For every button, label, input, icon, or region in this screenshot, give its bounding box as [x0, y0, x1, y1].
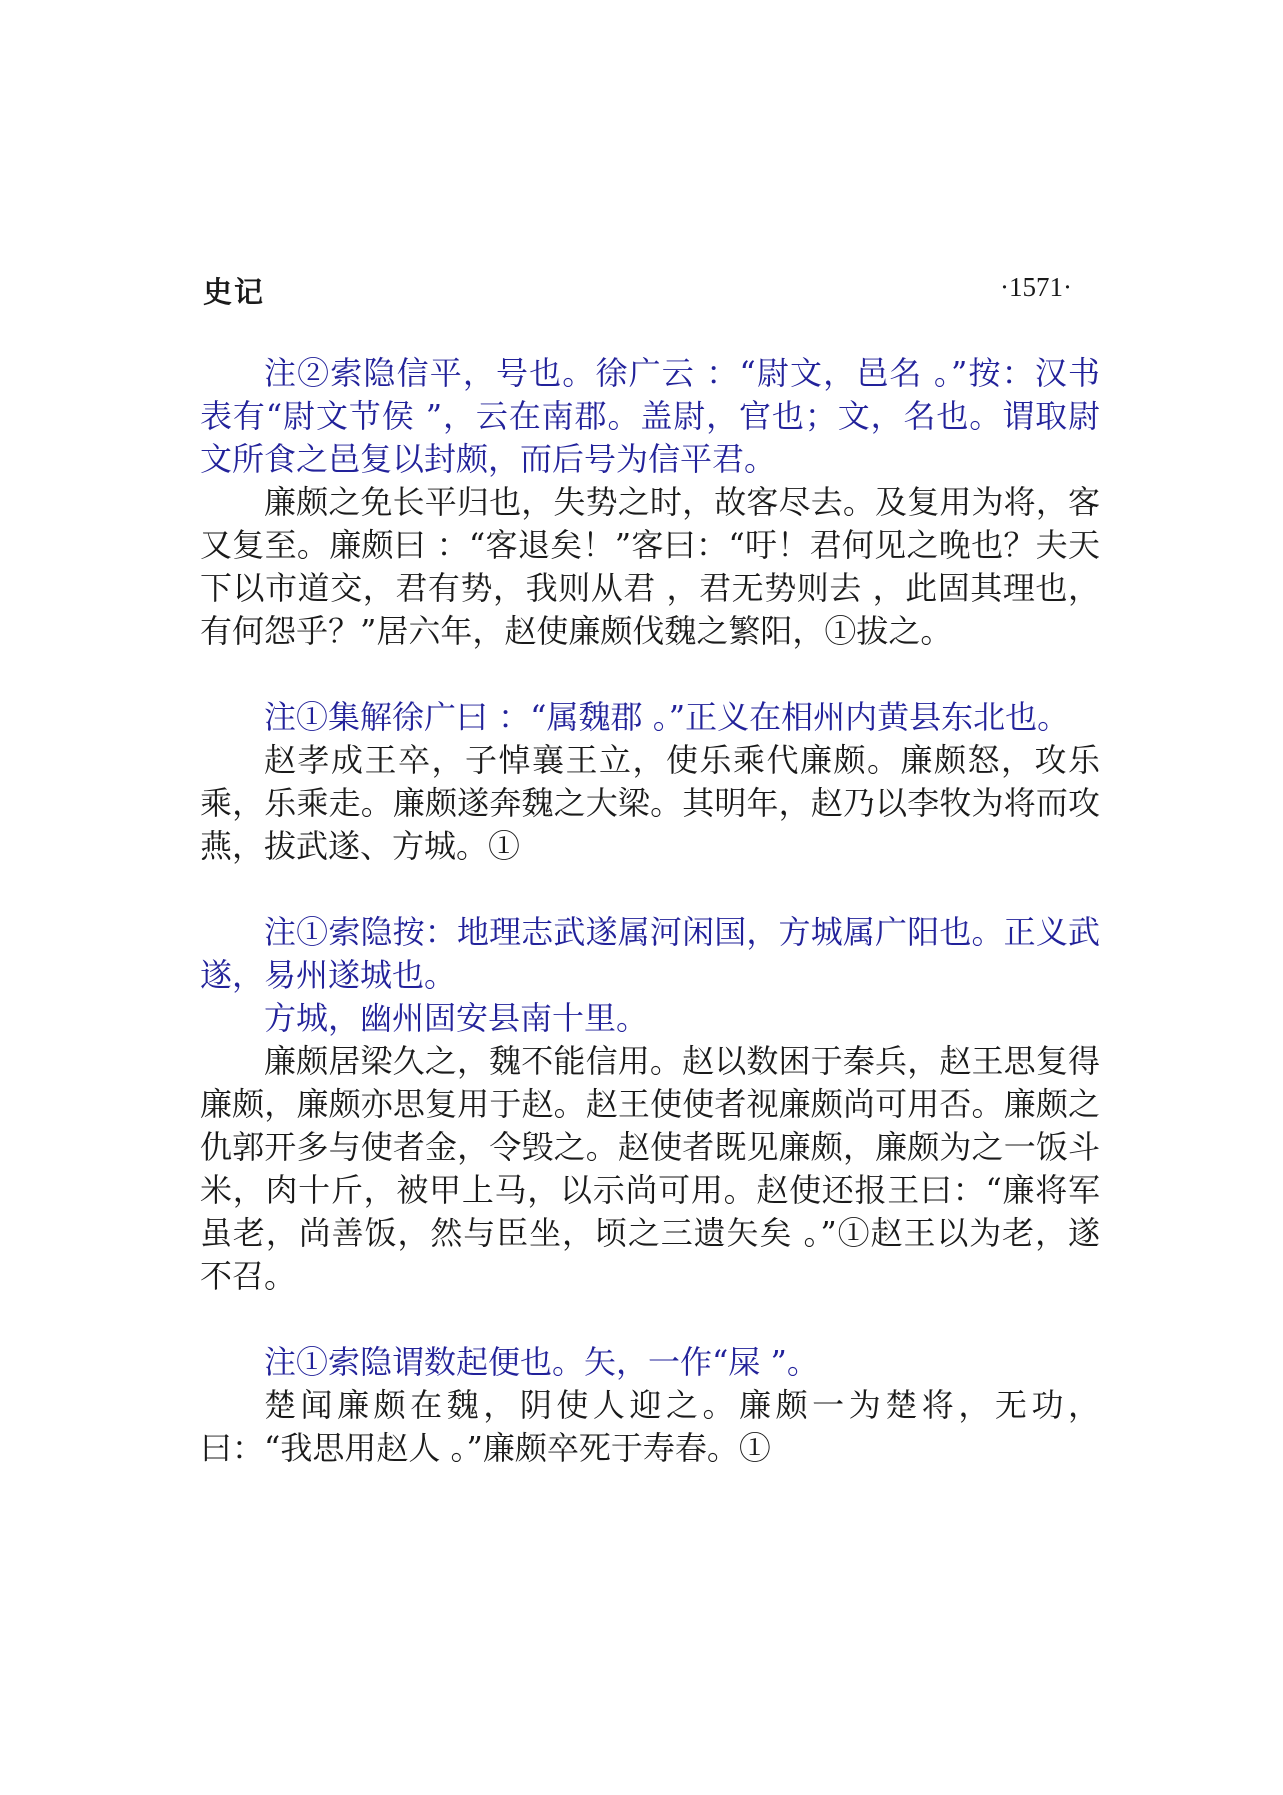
- text-paragraph: 赵孝成王卒，子悼襄王立，使乐乘代廉颇。廉颇怒，攻乐乘，乐乘走。廉颇遂奔魏之大梁。其明年，赵乃以李牧为将而攻燕，拔武遂、方城。①: [200, 741, 1100, 865]
- page-number: ·1571·: [1000, 272, 1072, 302]
- text-paragraph: 廉颇之免长平归也，失势之时，故客尽去。及复用为将，客又复至。廉颇曰 ：“客退矣！”客曰：“吁！君何见之晚也？夫天下以市道交，君有势，我则从君 ，君无势则去 ，此固其理也，有何怨乎？”居六年，赵使廉颇伐魏之繁阳，①拔之。: [200, 483, 1100, 650]
- book-title: 史记: [203, 275, 266, 309]
- text-paragraph: 楚闻廉颇在魏，阴使人迎之。廉颇一为楚将，无功，曰：“我思用赵人 。”廉颇卒死于寿春。①: [200, 1386, 1100, 1467]
- text-paragraph: 廉颇居梁久之，魏不能信用。赵以数困于秦兵，赵王思复得廉颇，廉颇亦思复用于赵。赵王使使者视廉颇尚可用否。廉颇之仇郭开多与使者金，令毁之。赵使者既见廉颇，廉颇为之一饭斗米，肉十斤，被甲上马，以示尚可用。赵使还报王曰：“廉将军虽老，尚善饭，然与臣坐，顷之三遗矢矣 。”①赵王以为老，遂不召。: [200, 1042, 1100, 1295]
- annotation-paragraph: 注①索隐谓数起便也。矢，一作“屎 ”。: [264, 1343, 819, 1381]
- annotation-paragraph: 注①集解徐广曰 ：“属魏郡 。”正义在相州内黄县东北也。: [264, 698, 1070, 736]
- annotation-paragraph: 方城，幽州固安县南十里。: [264, 999, 649, 1037]
- annotation-paragraph: 注②索隐信平，号也。徐广云 ：“尉文，邑名 。”按：汉书表有“尉文节侯 ”，云在南郡。盖尉，官也；文，名也。谓取尉文所食之邑复以封颇，而后号为信平君。: [200, 354, 1100, 478]
- annotation-paragraph: 注①索隐按：地理志武遂属河闲国，方城属广阳也。正义武遂，易州遂城也。: [200, 913, 1100, 994]
- page-body: [200, 352, 1100, 1470]
